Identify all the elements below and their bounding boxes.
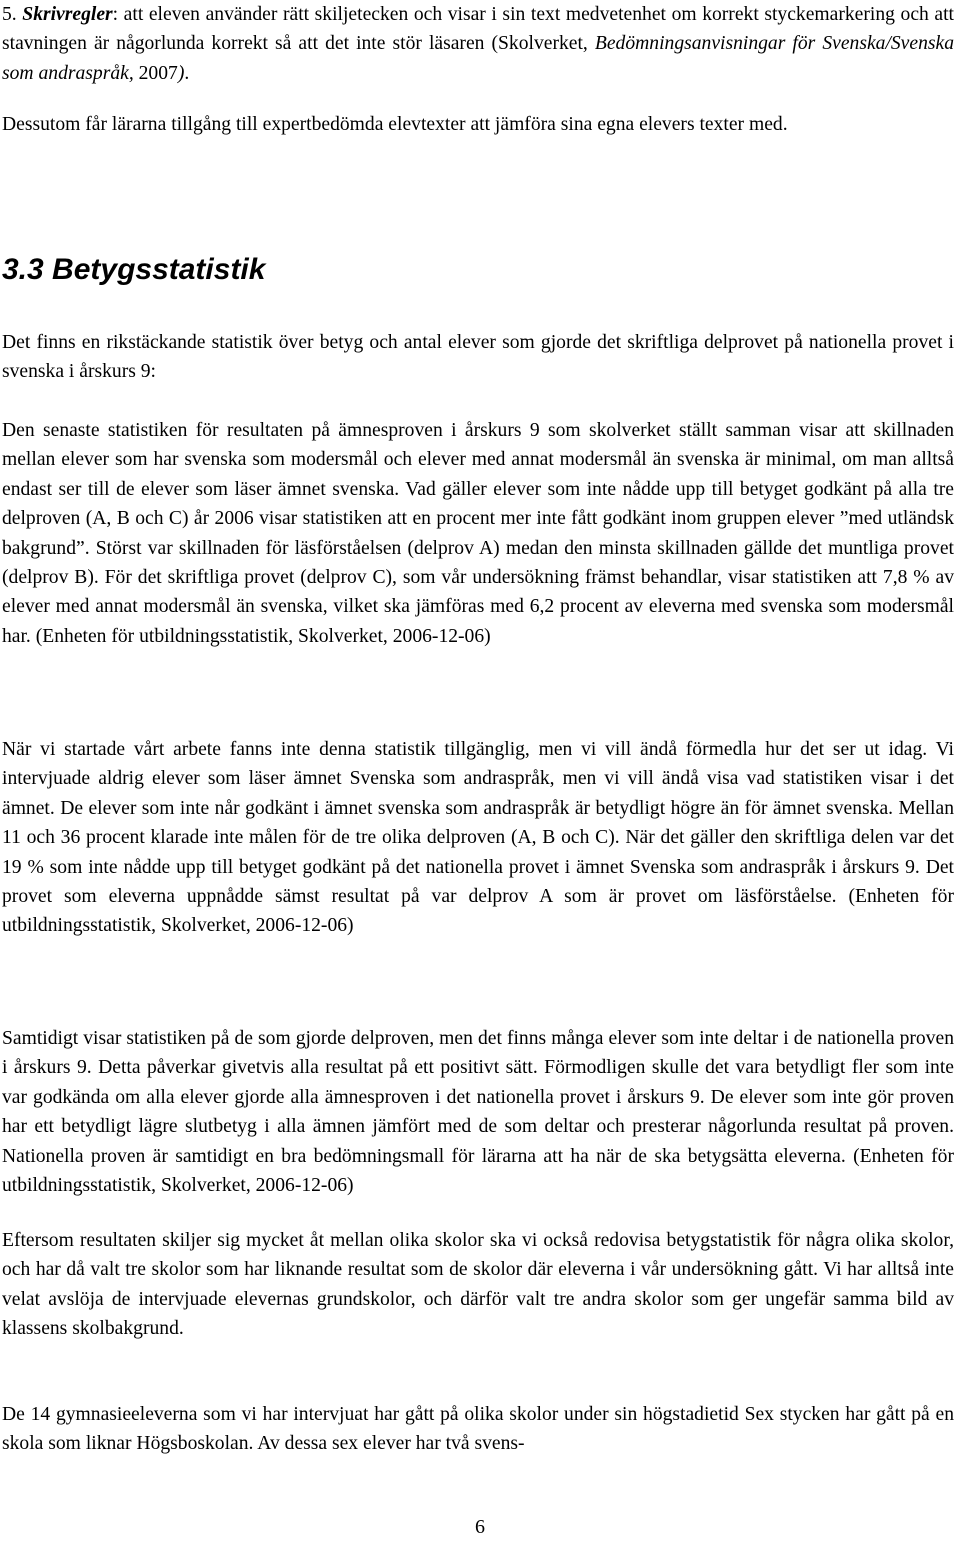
criteria-item-5 (2, 0, 954, 88)
body-paragraph-6: De 14 gymnasieeleverna som vi har intervjuat har gått på olika skolor under sin högstadietid Sex stycken har gått på en skola som liknar Högsboskolan. Av dessa sex elever har två svens- (2, 1404, 954, 1455)
criteria-close-paren: ) (177, 62, 185, 84)
section-heading: 3.3 Betygsstatistik (2, 253, 266, 286)
criteria-text: : att eleven använder rätt skiljetecken och visar i sin text medvetenhet om korrekt styckemarkering och att stavningen är någorlunda korrekt så att det inte stör läsaren (Skolverket, (2, 4, 954, 55)
body-paragraph-3: När vi startade vårt arbete fanns inte denna statistik tillgänglig, men vi vill ändå förmedla hur det ser ut idag. Vi intervjuade aldrig elever som läser ämnet Svenska som andraspråk, men vi vill ändå visa vad statistiken visar i det ämnet. De elever som inte når godkänt i ämnet svenska som andraspråk är betydligt högre än för ämnet svenska. Mellan 11 och 36 procent klarade inte målen för de tre olika delproven (A, B och C). När det gäller den skriftliga delen var det 19 % som inte nådde upp till betyget godkänt på det nationella provet i ämnet Svenska som andraspråk i årskurs 9. Det provet som eleverna uppnådde sämst resultat på var delprov A som är provet om läsförståelse. (Enheten för utbildningsstatistik, Skolverket, 2006-12-06) (2, 739, 954, 937)
body-paragraph-4: Samtidigt visar statistiken på de som gjorde delproven, men det finns många elever som inte deltar i de nationella proven i årskurs 9. Detta påverkar givetvis alla resultat på ett positivt sätt. Förmodligen skulle det vara betydligt fler som inte var godkända om alla elever gjorde alla ämnesproven i det nationella provet i årskurs 9. De elever som inte gör proven har ett betydligt lägre slutbetyg i alla ämnen jämfört med de som deltar och presterar någorlunda resultat på proven. Nationella proven är samtidigt en bra bedömningsmall för lärarna att ha när de ska betygsätta eleverna. (Enheten för utbildningsstatistik, Skolverket, 2006-12-06) (2, 1028, 954, 1197)
criteria-year: 2007 (133, 62, 178, 84)
criteria-label: Skrivregler (22, 4, 113, 25)
page-number: 6 (475, 1516, 485, 1538)
body-paragraph-5: Eftersom resultaten skiljer sig mycket åt mellan olika skolor ska vi också redovisa betygstatistik för några olika skolor, och har då valt tre skolor som har liknande resultat som de skolor där eleverna i vår undersökning gått. Vi har alltså inte velat avslöja de intervjuade elevernas grundskolor, och därför valt tre andra skolor som ger ungefär samma bild av klassens skolbakgrund. (2, 1230, 954, 1340)
criteria-number: 5. (2, 4, 23, 25)
criteria-end: . (184, 62, 190, 84)
intro-paragraph: Dessutom får lärarna tillgång till expertbedömda elevtexter att jämföra sina egna elevers texter med. (2, 114, 788, 135)
body-paragraph-2: Den senaste statistiken för resultaten på ämnesproven i årskurs 9 som skolverket ställt samman visar att skillnaden mellan elever som har svenska som modersmål och elever med annat modersmål än svenska är minimal, om man alltså endast ser till de elever som läser ämnet svenska. Vad gäller elever som inte nådde upp till betyget godkänt på alla tre delproven (A, B och C) år 2006 visar statistiken att en procent mer inte fått godkänt inom gruppen elever ”med utländsk bakgrund”. Störst var skillnaden för läsförståelsen (delprov A) medan den minsta skillnaden gällde det muntliga provet (delprov B). För det skriftliga provet (delprov C), som vår undersökning främst behandlar, visar statistiken att 7,8 % av elever med annat modersmål än svenska, vilket ska jämföras med 6,2 procent av eleverna med svenska som modersmål har. (Enheten för utbildningsstatistik, Skolverket, 2006-12-06) (2, 420, 954, 647)
body-paragraph-1: Det finns en rikstäckande statistik över betyg och antal elever som gjorde det skriftliga delprovet på nationella provet i svenska i årskurs 9: (2, 332, 954, 383)
criteria-source-title: Bedömningsanvisningar för Svenska/Svenska som andraspråk, (2, 33, 954, 84)
